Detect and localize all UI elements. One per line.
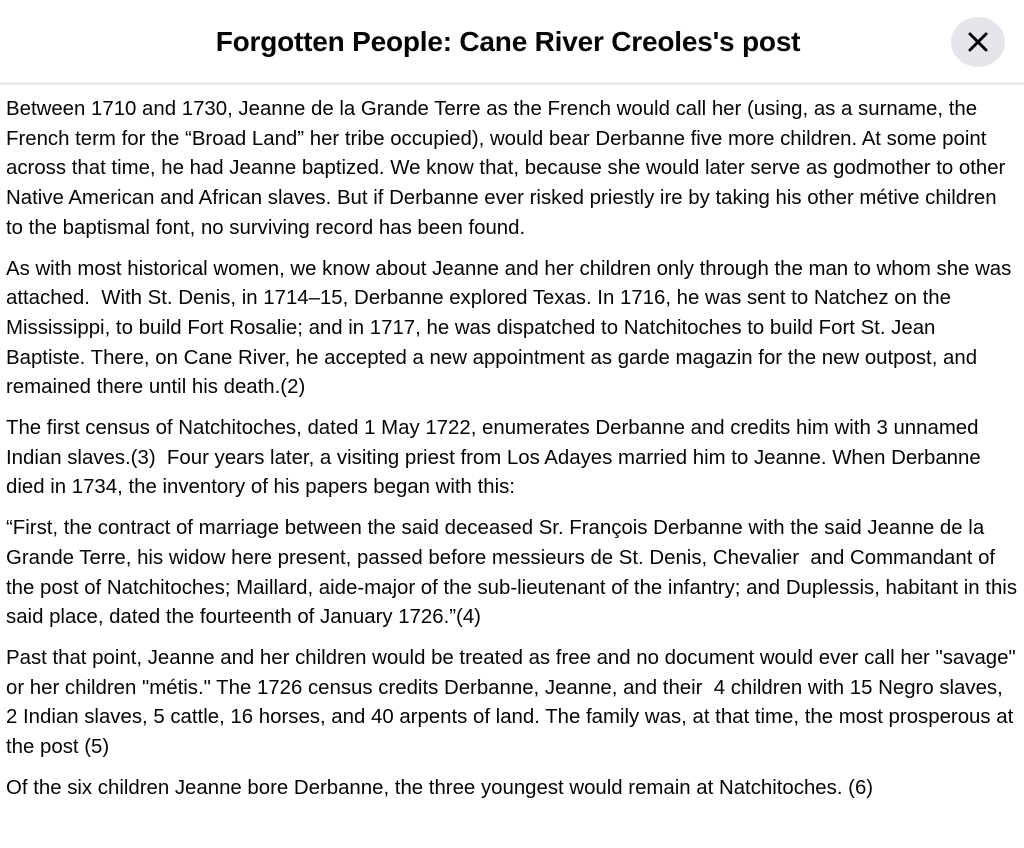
dialog-header — [0, 0, 1024, 84]
post-paragraph: Between 1710 and 1730, Jeanne de la Grande Terre as the French would call her (using, as a surname, the French term for the “Broad Land” her tribe occupied), would bear Derbanne five more children. At some point across that time, he had Jeanne baptized. We know that, because she would later serve as godmother to other Native American and African slaves. But if Derbanne ever risked priestly ire by taking his other métive children to the baptismal font, no surviving record has been found. — [6, 98, 1012, 239]
post-body — [0, 84, 1024, 803]
dialog-title: Forgotten People: Cane River Creoles's post — [215, 25, 801, 57]
close-button[interactable] — [951, 17, 1005, 67]
post-paragraph: Of the six children Jeanne bore Derbanne, the three youngest would remain at Natchitoches. (6) — [6, 776, 874, 799]
close-icon — [967, 31, 989, 53]
post-paragraph: “First, the contract of marriage between the said deceased Sr. François Derbanne with the said Jeanne de la Grande Terre, his widow here present, passed before messieurs de St. Denis, Chevalier and Commandant of the post of Natchitoches; Maillard, aide-major of the sub-lieutenant of the infantry; and Duplessis, habitant in this said place, dated the fourteenth of January 1726.”(4) — [6, 517, 1023, 629]
post-paragraph: The first census of Natchitoches, dated 1 May 1722, enumerates Derbanne and credits him with 3 unnamed Indian slaves.(3) Four years later, a visiting priest from Los Adayes married him to Jeanne. When Derbanne died in 1734, the inventory of his papers began with this: — [6, 417, 987, 499]
post-paragraph: As with most historical women, we know about Jeanne and her children only through the man to whom she was attached. With St. Denis, in 1714–15, Derbanne explored Texas. In 1716, he was sent to Natchez on the Mississippi, to build Fort Rosalie; and in 1717, he was dispatched to Natchitoches to build Fort St. Jean Baptiste. There, on Cane River, he accepted a new appointment as garde magazin for the new outpost, and remained there until his death.(2) — [6, 257, 1018, 399]
post-paragraph: Past that point, Jeanne and her children would be treated as free and no document would ever call her "savage" or her children "métis." The 1726 census credits Derbanne, Jeanne, and their 4 children with 15 Negro slaves, 2 Indian slaves, 5 cattle, 16 horses, and 40 arpents of land. The family was, at that time, the most prosperous at the post (5) — [6, 646, 1022, 759]
